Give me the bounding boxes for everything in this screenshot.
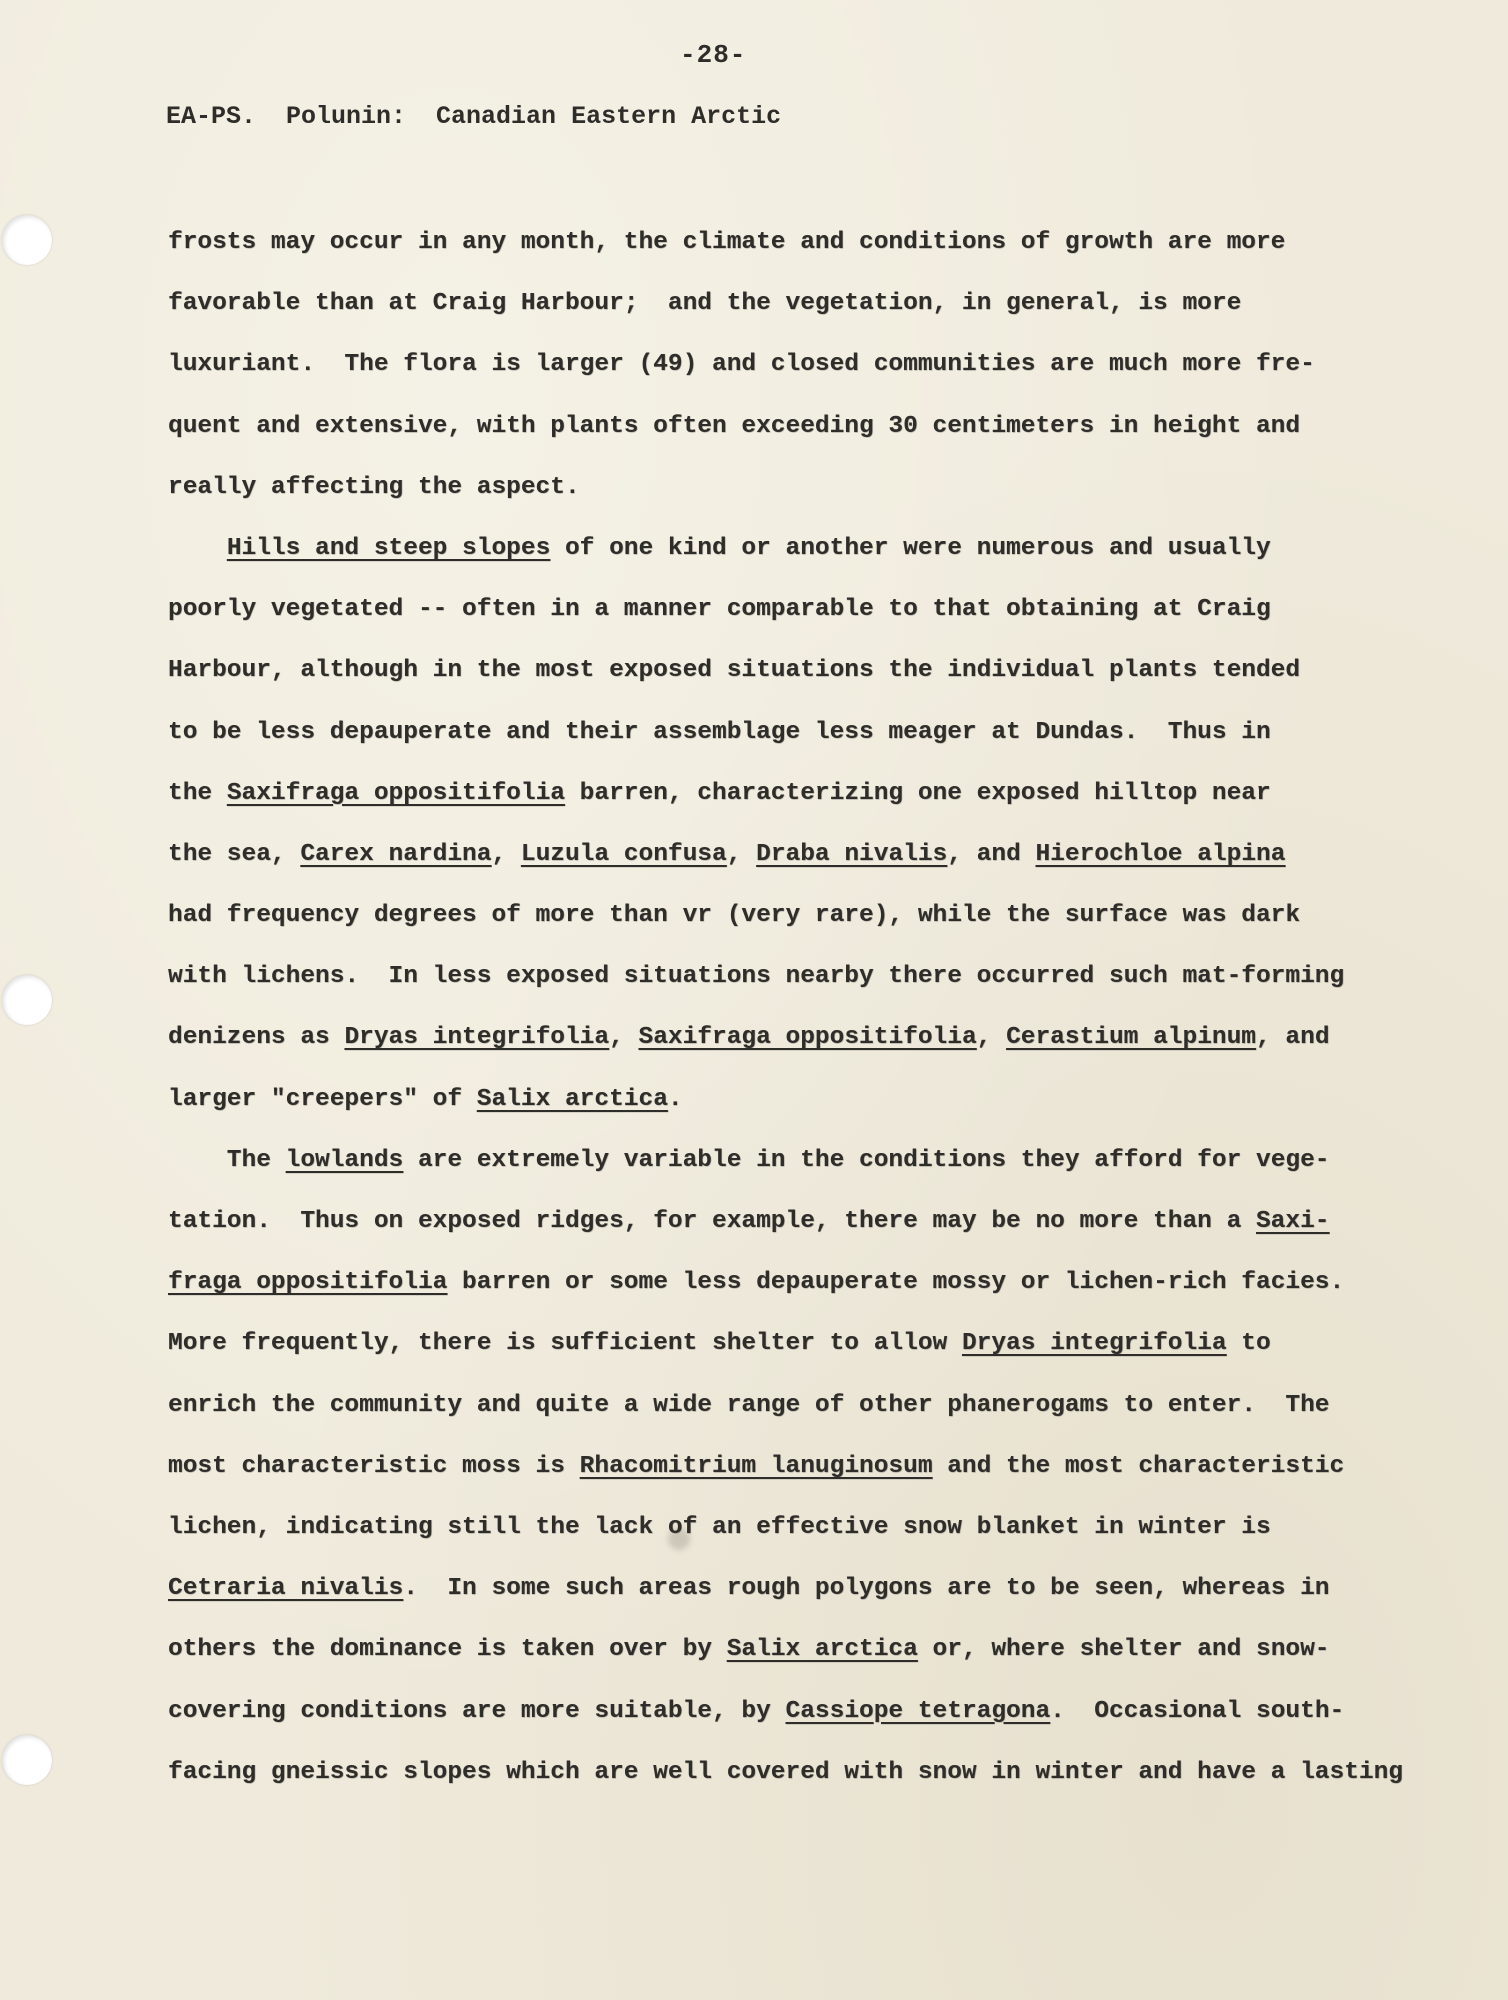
text-segment: quent and extensive, with plants often exceeding 30 centimeters in height and — [168, 412, 1301, 440]
text-line — [168, 1619, 1478, 1680]
text-segment: the sea, — [168, 840, 301, 868]
running-header: EA-PS. Polunin: Canadian Eastern Arctic — [166, 102, 782, 131]
text-segment: . In some such areas rough polygons are to be seen, whereas in — [403, 1575, 1330, 1603]
underlined-taxon: Cassiope tetragona — [785, 1697, 1051, 1725]
page-number: -28- — [680, 40, 747, 70]
text-line — [168, 518, 1478, 579]
underlined-taxon: Cetraria nivalis — [168, 1575, 404, 1603]
text-segment — [168, 535, 227, 562]
text-segment: tation. Thus on exposed ridges, for example, there may be no more than a — [168, 1208, 1256, 1235]
text-line — [168, 824, 1478, 885]
text-segment: or, where shelter and snow- — [917, 1636, 1330, 1664]
underlined-taxon: Cerastium alpinum — [1006, 1024, 1257, 1052]
text-segment: . Occasional south- — [1050, 1697, 1345, 1725]
text-segment: lichen, indicating still the lack of an effective snow blanket in winter is — [168, 1513, 1271, 1541]
text-line — [168, 702, 1478, 763]
underlined-taxon: Rhacomitrium lanuginosum — [579, 1452, 933, 1480]
text-segment: , and — [947, 840, 1036, 868]
text-line — [168, 1375, 1478, 1436]
text-line — [168, 1130, 1478, 1191]
text-segment: frosts may occur in any month, the climate and conditions of growth are more — [168, 229, 1286, 256]
text-segment: covering conditions are more suitable, by — [168, 1697, 786, 1725]
text-segment: , — [491, 840, 521, 868]
underlined-taxon: Saxifraga oppositifolia — [638, 1024, 977, 1052]
underlined-taxon: Carex nardina — [300, 840, 492, 868]
underlined-taxon: lowlands — [285, 1146, 404, 1174]
text-line — [168, 273, 1478, 334]
text-segment: , — [726, 840, 757, 868]
text-segment: . — [667, 1085, 683, 1113]
underlined-taxon: Salix arctica — [476, 1085, 668, 1113]
text-line — [168, 1252, 1478, 1313]
text-segment: larger "creepers" of — [168, 1085, 477, 1113]
text-segment: to be less depauperate and their assemblage less meager at Dundas. Thus in — [168, 718, 1271, 746]
text-segment: of one kind or another were numerous and usually — [550, 534, 1271, 562]
text-line — [168, 640, 1478, 701]
punch-hole-top — [2, 215, 52, 265]
text-segment: are extremely variable in the conditions they afford for vege- — [403, 1146, 1330, 1174]
text-segment: had frequency degrees of more than vr (very rare), while the surface was dark — [168, 902, 1301, 930]
text-segment: others the dominance is taken over by — [168, 1636, 727, 1664]
text-segment: poorly vegetated -- often in a manner comparable to that obtaining at Craig — [168, 596, 1271, 624]
text-line — [168, 946, 1478, 1007]
text-segment: Harbour, although in the most exposed situations the individual plants tended — [168, 657, 1301, 685]
text-segment: facing gneissic slopes which are well covered with snow in winter and have a lasting — [168, 1758, 1404, 1786]
text-line — [168, 1558, 1478, 1619]
underlined-taxon: Dryas integrifolia — [961, 1330, 1227, 1358]
text-line — [168, 1313, 1478, 1374]
text-segment: More frequently, there is sufficient shelter to allow — [168, 1330, 962, 1358]
text-line — [168, 579, 1478, 640]
text-line — [168, 1007, 1478, 1068]
underlined-taxon: Saxifraga oppositifolia — [226, 779, 565, 807]
text-line — [168, 212, 1478, 273]
text-line — [168, 885, 1478, 946]
underlined-taxon: Luzula confusa — [520, 840, 727, 868]
text-line — [168, 457, 1478, 518]
text-line — [168, 1069, 1478, 1130]
text-segment: The — [168, 1146, 286, 1174]
text-segment: denizens as — [168, 1024, 345, 1052]
text-segment: enrich the community and quite a wide range of other phanerogams to enter. The — [168, 1391, 1330, 1419]
text-segment: barren, characterizing one exposed hilltop near — [564, 779, 1271, 807]
text-segment: really affecting the aspect. — [168, 473, 580, 501]
text-line — [168, 763, 1478, 824]
underlined-taxon: Saxi- — [1255, 1208, 1330, 1235]
underlined-taxon: Salix arctica — [726, 1636, 918, 1664]
text-line — [168, 1742, 1478, 1803]
text-segment: , — [976, 1024, 1007, 1052]
text-segment: with lichens. In less exposed situations nearby there occurred such mat-forming — [168, 963, 1345, 991]
underlined-taxon: Dryas integrifolia — [344, 1024, 610, 1052]
underlined-taxon: fraga oppositifolia — [168, 1269, 448, 1297]
text-line — [168, 334, 1478, 395]
text-line — [168, 1436, 1478, 1497]
text-segment: and the most characteristic — [932, 1452, 1345, 1480]
underlined-taxon: Draba nivalis — [756, 840, 948, 868]
text-segment: favorable than at Craig Harbour; and the vegetation, in general, is more — [168, 290, 1242, 318]
text-line — [168, 396, 1478, 457]
text-line — [168, 1681, 1478, 1742]
text-segment: , and — [1256, 1024, 1330, 1052]
text-line — [168, 1191, 1478, 1252]
text-line — [168, 1497, 1478, 1558]
body-text — [168, 212, 1478, 1803]
text-segment: luxuriant. The flora is larger (49) and closed communities are much more fre- — [168, 351, 1315, 379]
ink-smudge — [668, 1528, 690, 1550]
punch-hole-bottom — [2, 1735, 52, 1785]
underlined-taxon: Hierochloe alpina — [1035, 840, 1286, 868]
punch-hole-middle — [2, 975, 52, 1025]
text-segment: barren or some less depauperate mossy or lichen-rich facies. — [447, 1269, 1345, 1297]
text-segment: most characteristic moss is — [168, 1452, 580, 1480]
text-segment: the — [168, 779, 227, 807]
text-segment: to — [1226, 1330, 1271, 1358]
text-segment: , — [609, 1024, 639, 1052]
underlined-taxon: Hills and steep slopes — [226, 534, 551, 562]
